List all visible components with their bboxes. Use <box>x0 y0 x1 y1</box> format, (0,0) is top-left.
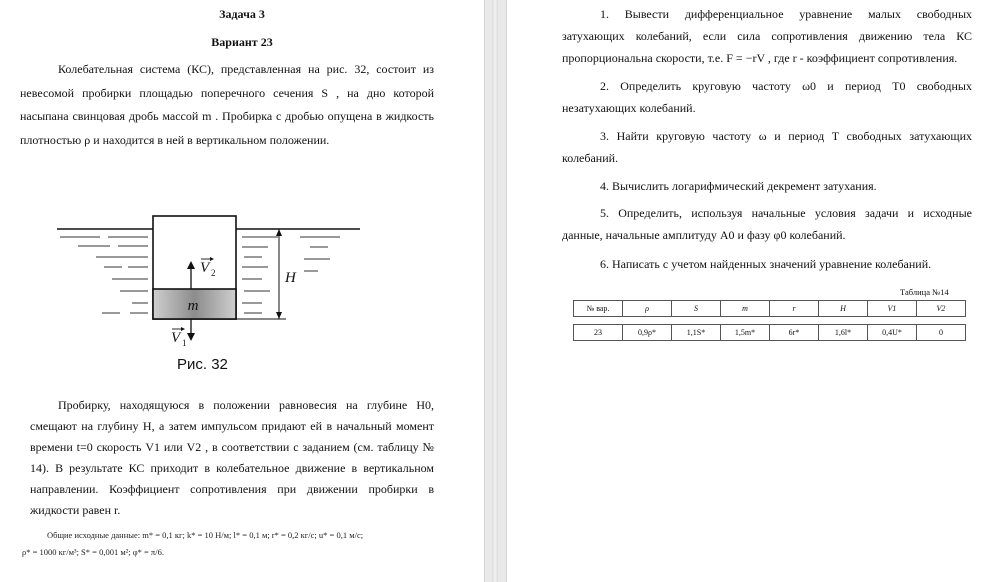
v2-label: V <box>200 260 210 276</box>
table-cell: 6r* <box>770 325 819 341</box>
v1-label: V <box>171 330 181 346</box>
table-header-cell: S <box>672 301 721 317</box>
task-title: Задача 3 <box>219 7 265 21</box>
figure-test-tube <box>0 205 484 375</box>
table-header-cell: № вар. <box>574 301 623 317</box>
table-header-cell: V1 <box>868 301 917 317</box>
table-cell: 0,9ρ* <box>623 325 672 341</box>
height-label: H <box>285 270 296 286</box>
table-header-cell: m <box>721 301 770 317</box>
v2-subscript: 2 <box>211 268 216 278</box>
task-item-4: 4. Вычислить логарифмический декремент затухания. <box>600 179 877 193</box>
task-item-3: 3. Найти круговую частоту ω и период T свободных затухающих колебаний. <box>562 129 972 165</box>
task-item-6: 6. Написать с учетом найденных значений уравнение колебаний. <box>600 257 932 271</box>
table-cell: 1,1S* <box>672 325 721 341</box>
figure-caption: Рис. 32 <box>177 356 228 373</box>
intro-paragraph: Колебательная система (КС), представленная на рис. 32, состоит из невесомой пробирки площадью поперечного сечения S , на дно которой насыпана свинцовая дробь массой m . Пробирка с дробью опущена в жидкость плотностью ρ и находится в ней в вертикальном положении. <box>20 62 434 147</box>
table-header-cell: V2 <box>917 301 966 317</box>
table-cell: 0 <box>917 325 966 341</box>
task-item-1: 1. Вывести дифференциальное уравнение малых свободных затухающих колебаний, если сила сопротивления движению тела КС пропорциональна скорости, т.е. F = −rV , где r - коэффициент сопротивления. <box>562 7 972 65</box>
task-item-5: 5. Определить, используя начальные условия задачи и исходные данные, начальные амплитуду A0 и фазу φ0 колебаний. <box>562 206 972 242</box>
task-item-2: 2. Определить круговую частоту ω0 и период T0 свободных незатухающих колебаний. <box>562 79 972 115</box>
common-data-line1: Общие исходные данные: m* = 0,1 кг; k* = 10 Н/м; l* = 0,1 м; r* = 0,2 кг/с; u* = 0,1 м/с; <box>47 530 364 540</box>
table-header-cell: r <box>770 301 819 317</box>
gutter-shadow <box>492 0 498 582</box>
table-header-row <box>574 301 966 317</box>
variant-title: Вариант 23 <box>211 35 273 49</box>
table-header-cell: H <box>819 301 868 317</box>
table-cell: 1,6l* <box>819 325 868 341</box>
table-cell: 1,5m* <box>721 325 770 341</box>
table-cell: 23 <box>574 325 623 341</box>
table-row <box>574 325 966 341</box>
table-header-cell: ρ <box>623 301 672 317</box>
mass-label: m <box>187 298 199 314</box>
process-paragraph: Пробирку, находящуюся в положении равновесия на глубине H0, смещают на глубину H, а затем импульсом придают ей в начальный момент времени t=0 скорость V1 или V2 , в соответствии с заданием (см. таблицу № 14). В результате КС приходит в колебательное движение в вертикальном направлении. Коэффициент сопротивления при движении пробирки в жидкости равен r. <box>30 398 434 517</box>
common-data-line2: ρ* = 1000 кг/м³; S* = 0,001 м²; φ* = π/6. <box>22 547 164 557</box>
left-page <box>0 0 484 582</box>
data-table <box>573 300 966 341</box>
v1-subscript: 1 <box>182 338 187 348</box>
table-cell: 0,4U* <box>868 325 917 341</box>
table-caption: Таблица №14 <box>900 287 949 297</box>
